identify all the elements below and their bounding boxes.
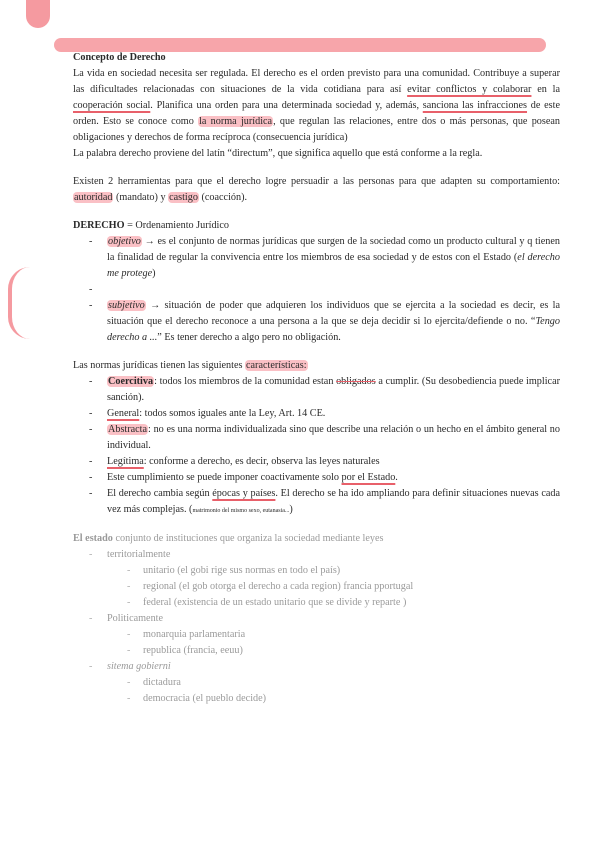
estado-section	[73, 531, 560, 707]
coercitiva-text-1: : todos los miembros de la comunidad estan	[154, 376, 337, 387]
intro-text-3: en la	[531, 84, 561, 95]
list-item-cumplimiento	[73, 470, 560, 486]
list-item-regional: - regional (el gob otorga el derecho a cada region) francia pportugal	[73, 579, 560, 595]
list-item-politicamente: - Politicamente	[73, 611, 560, 627]
abstracta-text: : no es una norma individualizada sino que describe una relación o un hecho en el ámbito general no individual.	[107, 424, 560, 451]
list-item-subjetivo	[73, 298, 560, 346]
derecho-equivalence: = Ordenamiento Jurídico	[124, 220, 229, 231]
general-text: : todos somos iguales ante la Ley, Art. 14 CE.	[139, 408, 326, 419]
highlight-subjetivo: subjetivo	[108, 300, 145, 311]
list-item-objetivo	[73, 234, 560, 282]
list-item-abstracta	[73, 422, 560, 454]
objetivo-italic: el derecho me protege	[107, 252, 560, 279]
highlight-autoridad: autoridad	[74, 192, 113, 203]
derecho-title: DERECHO	[73, 220, 125, 231]
list-item-territorial: - territorialmente	[73, 547, 560, 563]
list-item-federal: - federal (existencia de un estado unitario que se divide y reparte )	[73, 595, 560, 611]
list-item-dictadura: - dictadura	[73, 675, 560, 691]
highlight-norma-juridica: la norma jurídica	[199, 116, 273, 127]
list-item-coercitiva	[73, 374, 560, 406]
page-corner-tab	[26, 0, 50, 28]
normas-intro-text: Las normas jurídicas tienen las siguientes	[73, 360, 246, 371]
normas-list	[73, 374, 560, 519]
cumplimiento-text-3: .	[395, 472, 398, 483]
latin-paragraph: La palabra derecho proviene del latín “directum”, que significa aquello que está conforme a la regla.	[73, 148, 483, 159]
cumplimiento-text-1: Este cumplimiento se puede imponer coactivamente solo	[107, 472, 342, 483]
estado-desc: conjunto de instituciones que organiza la sociedad mediante leyes	[112, 533, 384, 544]
subjetivo-italic: Tengo derecho a ...	[107, 316, 560, 343]
normas-intro	[73, 358, 560, 374]
estado-list	[73, 547, 560, 707]
intro-text-5: . Planifica una orden para una determinada sociedad y, además,	[150, 100, 423, 111]
cambia-text-3: . El derecho se ha ido ampliando para definir situaciones nuevas cada vez más complejas. (	[107, 488, 560, 515]
tools-text-5: (coacción).	[198, 192, 248, 203]
intro-paragraph	[73, 66, 560, 146]
tools-text-1: Existen 2 herramientas para que el derecho logre persuadir a las personas para que adapten su comportamiento:	[73, 176, 560, 187]
highlight-objetivo: objetivo	[108, 236, 141, 247]
cambia-text-1: El derecho cambia según	[107, 488, 213, 499]
highlight-abstracta: Abstracta	[108, 424, 148, 435]
intro-text-1: La vida en sociedad necesita ser regulada. El derecho es el orden previsto para una comunidad. Contribuye a superar las dificultades relacionadas con situaciones de la vida cotidiana para así	[73, 68, 560, 95]
subjetivo-close: ” Es tener derecho a algo pero no obligación.	[157, 332, 341, 343]
hand-drawn-bracket	[8, 267, 38, 339]
list-item-general	[73, 406, 560, 422]
intro-text-7: de este orden. Esto se conoce como	[73, 100, 560, 127]
underline-epocas-paises: épocas y países	[212, 488, 276, 499]
list-item-sistema: - sitema gobierni	[73, 659, 560, 675]
underline-sanciona-infracciones: sanciona las infracciones	[422, 100, 528, 111]
highlight-castigo: castigo	[169, 192, 198, 203]
intro-text-9: , que regulan las relaciones, entre dos o más personas, que posean obligaciones y derechos de forma recíproca (consecuencia jurídica)	[73, 116, 560, 143]
objetivo-text: → es el conjunto de normas jurídicas que surgen de la sociedad como un producto cultural y q tienen la finalidad de regular la convivencia entre los miembros de esa sociedad y de estos con el Estado (	[107, 236, 560, 263]
cambia-close: )	[289, 504, 293, 515]
subjetivo-text: → situación de poder que adquieren los individuos que se ejercita a la sociedad es decir, es la situación que el derecho reconoce a una persona a la que se deja decidir si lo ejercita/defiende o no. “	[107, 300, 560, 327]
underline-general: General	[107, 408, 140, 419]
page-title: Concepto de Derecho	[73, 52, 166, 63]
objetivo-close: )	[152, 268, 156, 279]
list-item-republica: - republica (francia, eeuu)	[73, 643, 560, 659]
underline-evitar-conflictos: evitar conflictos y colaborar	[407, 84, 532, 95]
tools-text-3: (mandato) y	[113, 192, 169, 203]
underline-por-el-estado: por el Estado	[341, 472, 396, 483]
cambia-small-note: matrimonio del mismo sexo, eutanasia...	[192, 508, 290, 514]
tools-paragraph	[73, 174, 560, 206]
list-item-democracia: - democracia (el pueblo decide)	[73, 691, 560, 707]
derecho-list	[73, 234, 560, 346]
document-page	[73, 50, 560, 707]
underline-cooperacion-social: cooperación social	[73, 100, 151, 111]
legitima-text: : conforme a derecho, es decir, observa las leyes naturales	[143, 456, 380, 467]
highlight-caracteristicas: características:	[246, 360, 307, 371]
estado-heading	[73, 531, 560, 547]
list-item-legitima	[73, 454, 560, 470]
underline-legitima: Legítima	[107, 456, 144, 467]
list-item-unitario: - unitario (el gobi rige sus normas en todo el país)	[73, 563, 560, 579]
list-item-cambia	[73, 486, 560, 519]
list-item-monarquia: - monarquia parlamentaria	[73, 627, 560, 643]
coercitiva-text-2: a cumplir. (Su desobediencia puede implicar sanción).	[107, 376, 560, 403]
list-spacer	[73, 282, 560, 298]
derecho-heading	[73, 218, 560, 234]
strike-obligados: obligados	[336, 376, 376, 387]
highlight-coercitiva: Coercitiva	[108, 376, 154, 387]
estado-title: El estado	[73, 533, 113, 544]
